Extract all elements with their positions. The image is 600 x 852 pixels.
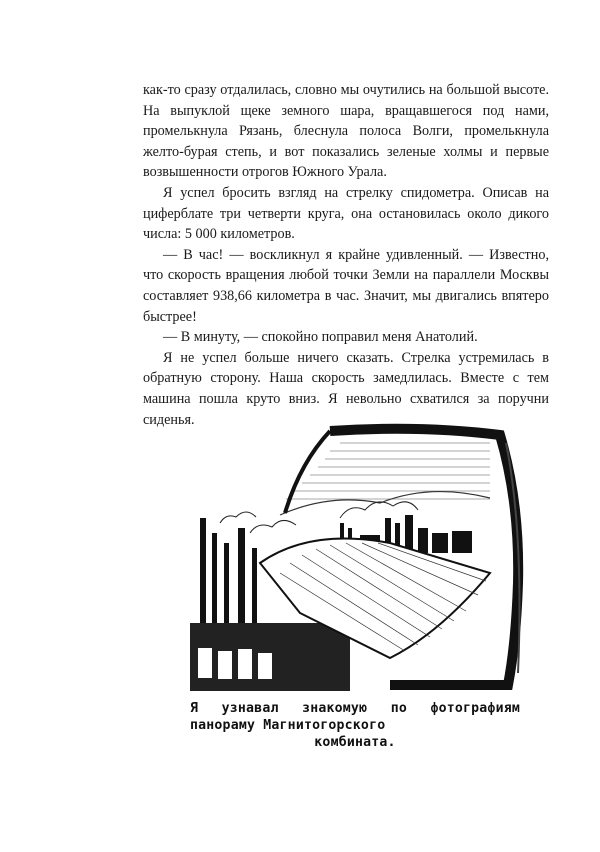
caption-line-1: Я узнавал знакомую по фотографиям панораму Магнитогорского bbox=[190, 701, 520, 733]
paragraph-4: — В минуту, — спокойно поправил меня Анатолий. bbox=[163, 329, 478, 346]
illustration-caption bbox=[190, 700, 520, 751]
paragraph-2: Я успел бросить взгляд на стрелку спидометра. Описав на циферблате три четверти круга, она остановилась около дикого числа: 5 000 километров. bbox=[143, 184, 549, 243]
magnitogorsk-illustration bbox=[190, 423, 530, 691]
paragraph-3: — В час! — воскликнул я крайне удивленный. — Известно, что скорость вращения любой точки Земли на параллели Москвы составляет 938,66 километра в час. Значит, мы двигались впятеро быстрее! bbox=[143, 246, 549, 325]
paragraph-1: как-то сразу отдалилась, словно мы очутились на большой высоте. На выпуклой щеке земного шара, вращавшегося под нами, промелькнула Рязань, блеснула полоса Волги, промелькнула желто-бурая степь, и вот показались зеленые холмы и первые возвышенности отрогов Южного Урала. bbox=[143, 82, 549, 181]
paragraph-5: Я не успел больше ничего сказать. Стрелка устремилась в обратную сторону. Наша скорость замедлилась. Вместе с тем машина пошла круто вниз. Я невольно схватился за поручни сиденья. bbox=[143, 349, 549, 428]
caption-line-2: комбината. bbox=[314, 735, 396, 750]
body-text bbox=[143, 80, 549, 430]
